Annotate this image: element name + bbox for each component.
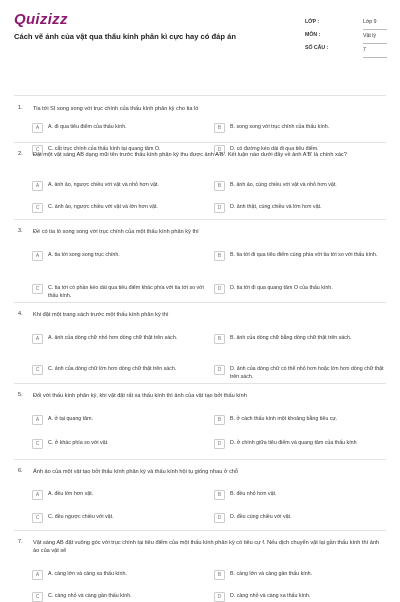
option-letter-badge: A xyxy=(32,570,43,580)
option-text: A. ở tại quang tâm. xyxy=(48,416,93,422)
option-letter-badge: D xyxy=(214,145,225,155)
meta-values xyxy=(363,16,387,58)
option-letter-badge: B xyxy=(214,570,225,580)
option-text: D. ảnh của dòng chữ có thể nhỏ hơn hoặc lớn hơn dòng chữ thật trên sách. xyxy=(230,366,384,380)
question-text: Đối với thấu kính phân kỳ, khi vật đặt rất xa thấu kính thì ảnh của vật tạo bởi thấu kính xyxy=(33,393,247,399)
question-divider xyxy=(14,302,386,303)
option-letter-badge: C xyxy=(32,592,43,602)
option-letter-badge: D xyxy=(214,284,225,294)
option-text: B. ảnh ảo, cùng chiều với vật và nhỏ hơn vật. xyxy=(230,182,337,188)
question-divider xyxy=(14,95,386,96)
meta-labels xyxy=(305,16,328,55)
option-letter-badge: A xyxy=(32,490,43,500)
option-letter-badge: D xyxy=(214,365,225,375)
option-letter-badge: A xyxy=(32,123,43,133)
option-text: C. tia tới có phần kéo dài qua tiêu điểm khác phía với tia tới so với thấu kính. xyxy=(48,285,204,299)
question-divider xyxy=(14,142,386,143)
meta-value-count: 7 xyxy=(363,44,387,58)
question-text: Vật sáng AB đặt vuông góc với trục chính tại tiêu điểm của một thấu kính phân kỳ có tiêu cự f. Nếu dịch chuyển vật lại gần thấu kính thì ảnh ảo của vật sẽ xyxy=(33,540,380,554)
question-number: 2. xyxy=(18,151,23,157)
option-text: A. đi qua tiêu điểm của thấu kính. xyxy=(48,124,127,130)
option-letter-badge: C xyxy=(32,145,43,155)
option-letter-badge: B xyxy=(214,415,225,425)
option-text: A. tia tới song song trục chính. xyxy=(48,252,120,258)
option-text: D. ở chính giữa tiêu điểm và quang tâm của thấu kính xyxy=(230,440,357,446)
meta-value-subject: Vật lý xyxy=(363,30,387,44)
worksheet-header xyxy=(0,0,400,64)
question-number: 6. xyxy=(18,468,23,474)
option-letter-badge: B xyxy=(214,123,225,133)
option-text: C. ảnh ảo, ngược chiều với vật và lớn hơn vật. xyxy=(48,204,158,210)
option-letter-badge: A xyxy=(32,181,43,191)
question-divider xyxy=(14,219,386,220)
option-text: A. ảnh ảo, ngược chiều với vật và nhỏ hơn vật. xyxy=(48,182,159,188)
option-text: C. cắt trục chính của thấu kính tại quang tâm O. xyxy=(48,146,161,152)
question-text: Ảnh ảo của một vật tạo bởi thấu kính phân kỳ và thấu kính hội tụ giống nhau ở chỗ xyxy=(33,469,239,475)
meta-label-grade: LỚP : xyxy=(305,19,320,25)
option-letter-badge: A xyxy=(32,251,43,261)
question-divider xyxy=(14,459,386,460)
option-text: C. càng nhỏ và càng gần thấu kính. xyxy=(48,593,132,599)
meta-value-grade: Lớp 9 xyxy=(363,16,387,30)
option-text: C. đều ngược chiều với vật. xyxy=(48,514,114,520)
option-text: D. càng nhỏ và càng xa thấu kính. xyxy=(230,593,311,599)
option-letter-badge: A xyxy=(32,334,43,344)
question-divider xyxy=(14,383,386,384)
option-letter-badge: B xyxy=(214,490,225,500)
option-text: B. song song với trục chính của thấu kính. xyxy=(230,124,330,130)
question-number: 3. xyxy=(18,228,23,234)
option-text: A. ảnh của dòng chữ nhỏ hơn dòng chữ thật trên sách. xyxy=(48,335,178,341)
question-text: Tia tới SI song song với trục chính của thấu kính phân kỳ cho tia ló xyxy=(33,106,199,112)
option-text: C. ảnh của dòng chữ lớn hơn dòng chữ thật trên sách. xyxy=(48,366,177,372)
option-text: B. ảnh của dòng chữ bằng dòng chữ thật trên sách. xyxy=(230,335,352,341)
option-letter-badge: A xyxy=(32,415,43,425)
question-text: Đặt một vật sáng AB dạng mũi tên trước thấu kính phân kỳ thu được ảnh A'B'. Kết luận nào dưới đây về ảnh A'B' là chính xác? xyxy=(33,152,347,158)
question-number: 7. xyxy=(18,539,23,545)
option-letter-badge: C xyxy=(32,513,43,523)
option-text: D. đều cùng chiều với vật. xyxy=(230,514,292,520)
option-letter-badge: B xyxy=(214,251,225,261)
option-text: B. tia tới đi qua tiêu điểm cùng phía với tia tới so với thấu kính. xyxy=(230,252,378,258)
question-text: Khi đặt một trang sách trước một thấu kính phân kỳ thì xyxy=(33,312,169,318)
option-text: A. càng lớn và càng xa thấu kính. xyxy=(48,571,127,577)
option-letter-badge: C xyxy=(32,439,43,449)
meta-label-subject: MÔN : xyxy=(305,32,321,38)
option-text: D. tia tới đi qua quang tâm O của thấu kính. xyxy=(230,285,333,291)
option-text: D. ảnh thật, cùng chiều và lớn hơn vật. xyxy=(230,204,322,210)
option-letter-badge: D xyxy=(214,592,225,602)
question-text: Đề có tia ló song song với trục chính của một thấu kính phân kỳ thì xyxy=(33,229,199,235)
option-letter-badge: B xyxy=(214,181,225,191)
question-divider xyxy=(14,530,386,531)
option-text: A. đều lớn hơn vật. xyxy=(48,491,94,497)
option-text: D. có đường kéo dài đi qua tiêu điểm. xyxy=(230,146,319,152)
question-number: 1. xyxy=(18,105,23,111)
option-text: C. ở khác phía so với vật. xyxy=(48,440,109,446)
option-text: B. càng lớn và càng gần thấu kính. xyxy=(230,571,313,577)
option-letter-badge: D xyxy=(214,513,225,523)
option-letter-badge: C xyxy=(32,284,43,294)
worksheet-title: Cách vẽ ảnh của vật qua thấu kính phân kì cực hay có đáp án xyxy=(14,32,236,41)
option-letter-badge: D xyxy=(214,203,225,213)
meta-label-count: SỐ CÂU : xyxy=(305,45,329,51)
option-text: B. ở cách thấu kính một khoảng bằng tiêu cự. xyxy=(230,416,338,422)
option-text: B. đều nhỏ hơn vật. xyxy=(230,491,277,497)
question-number: 5. xyxy=(18,392,23,398)
option-letter-badge: C xyxy=(32,203,43,213)
quizizz-logo: Quizizz xyxy=(14,11,68,28)
option-letter-badge: B xyxy=(214,334,225,344)
option-letter-badge: C xyxy=(32,365,43,375)
option-letter-badge: D xyxy=(214,439,225,449)
question-number: 4. xyxy=(18,311,23,317)
